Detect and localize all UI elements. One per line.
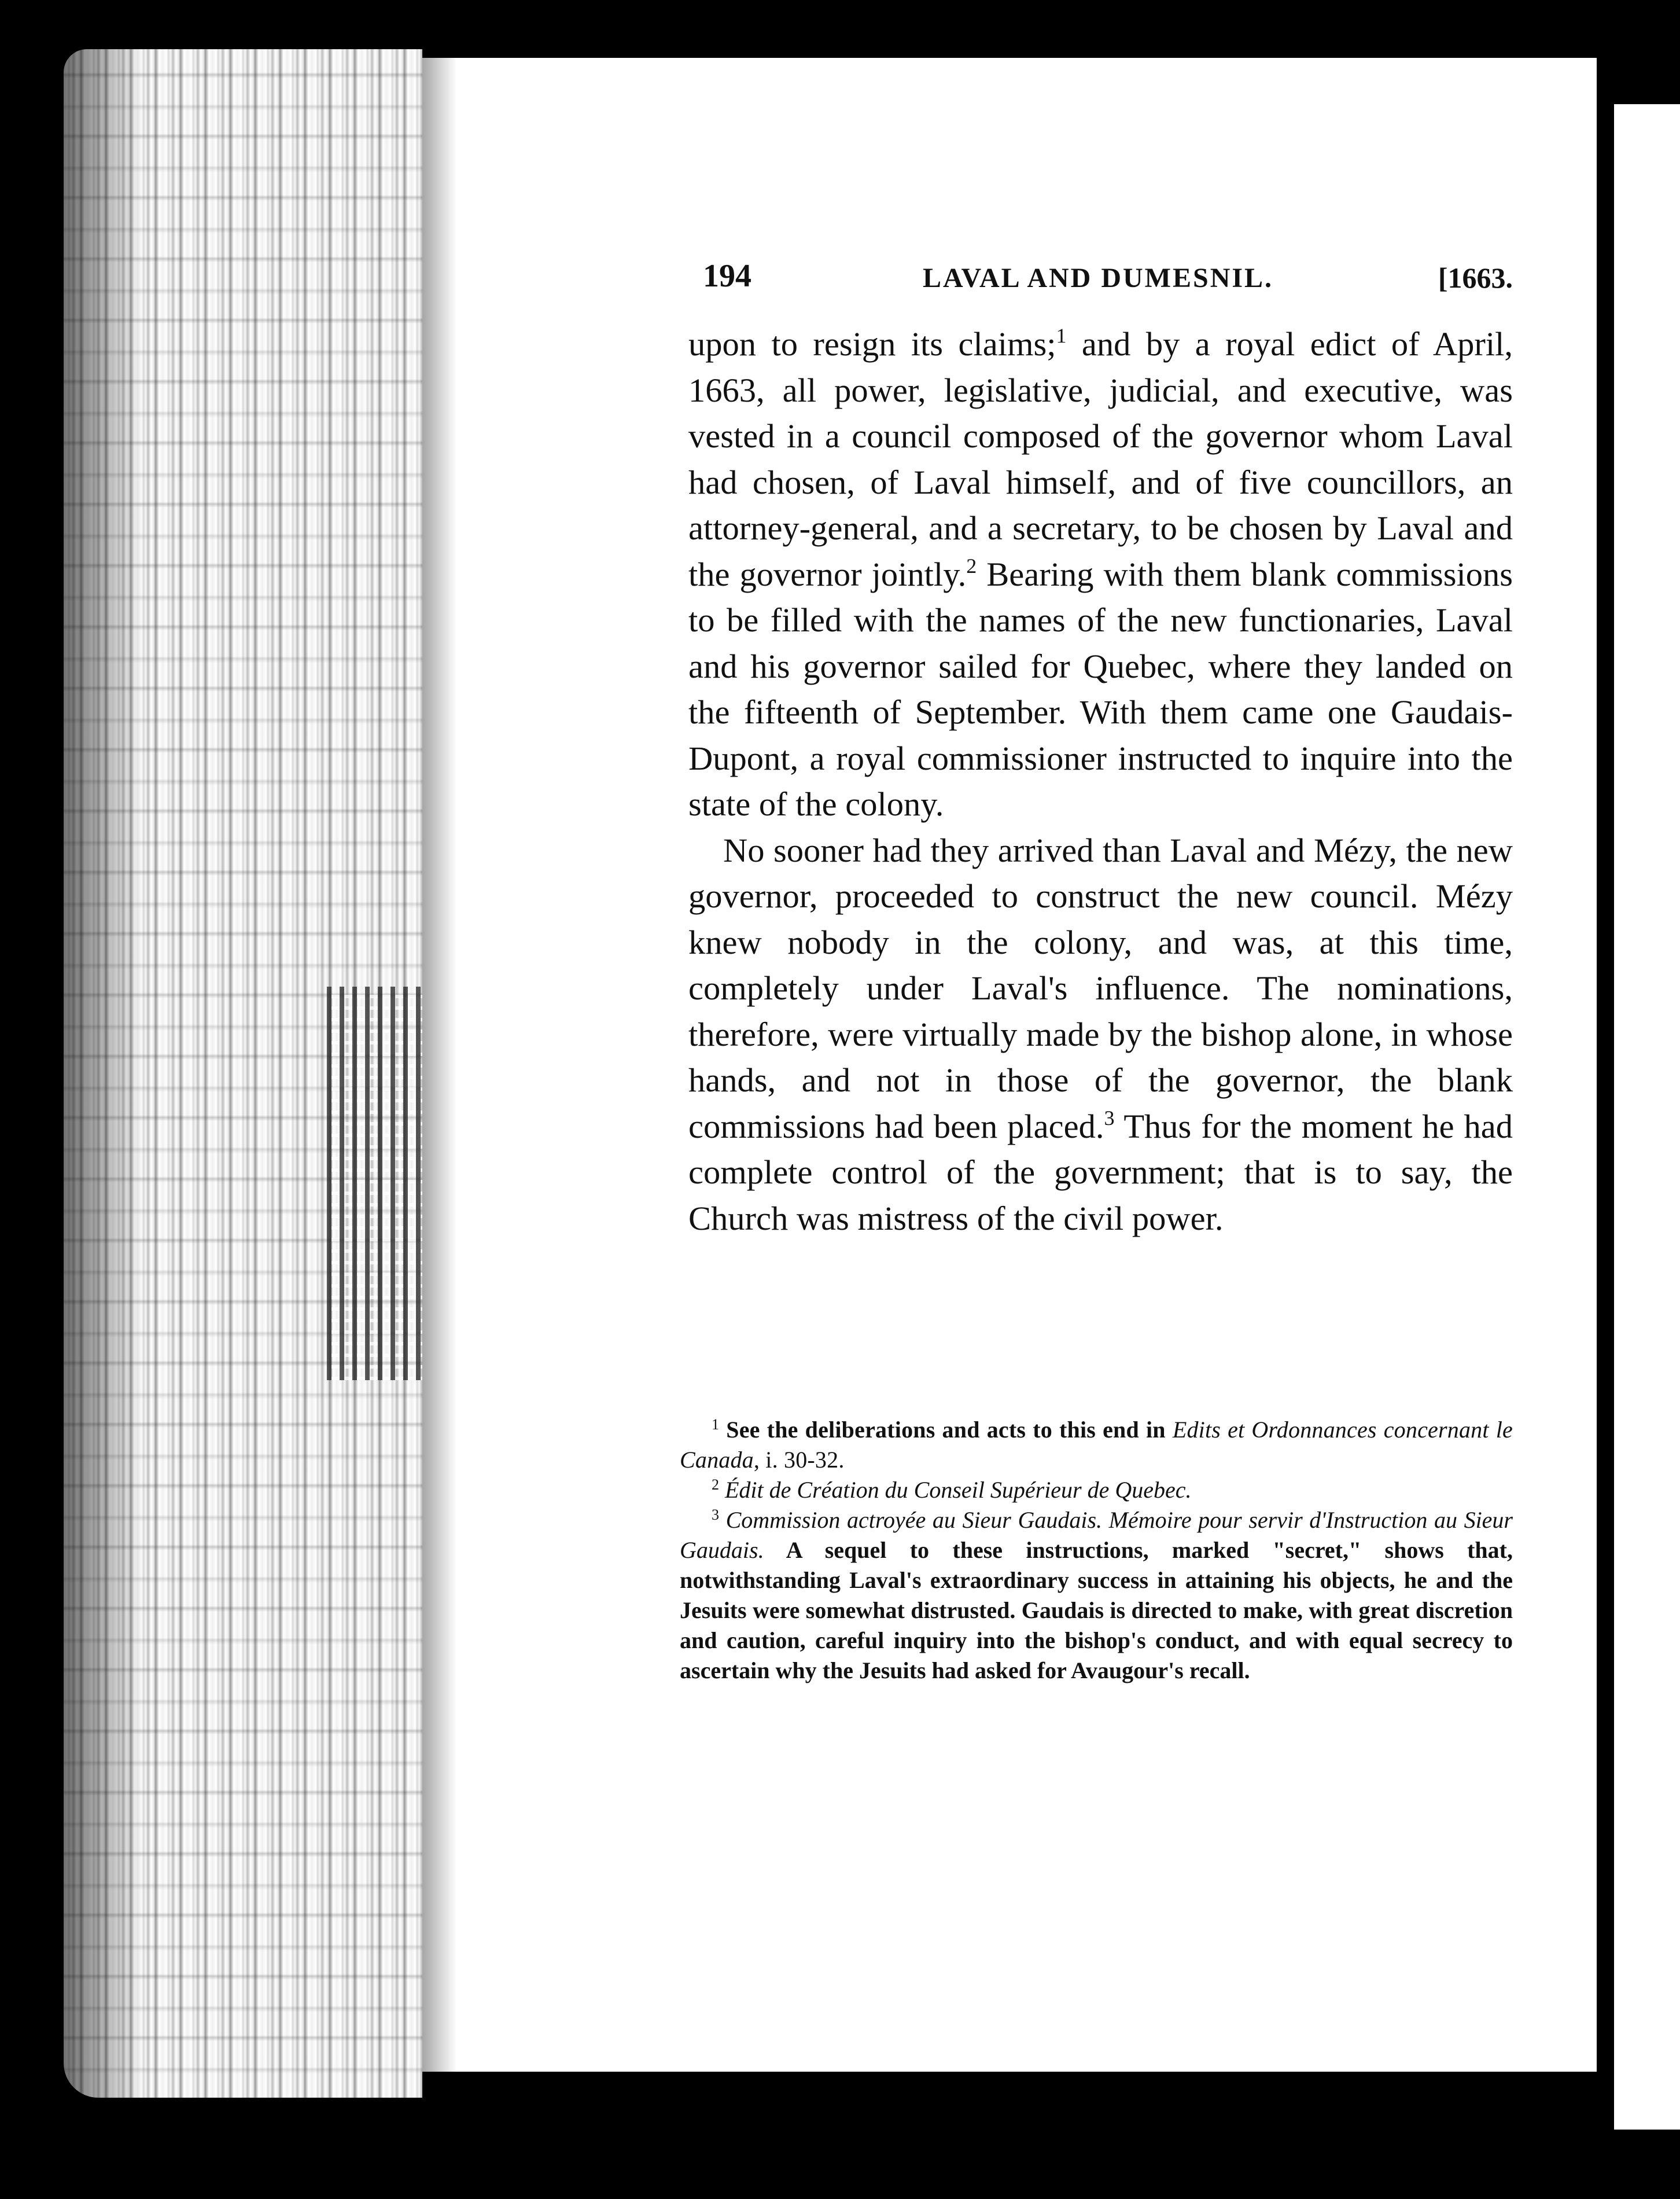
paragraph-2-segment: No sooner had they arrived than Laval and Mézy, the new governor, proceeded to construct the new council. Mézy knew nobody in the colony, and was, at this time, completely under Laval's influence. The nominations, therefore, were virtually made by the bishop alone, in whose hands, and not in those of the governor, the blank commissions had been placed.	[688, 831, 1513, 1145]
body-text	[688, 321, 1513, 1241]
running-year: [1663.	[1438, 262, 1513, 294]
footnote-1	[680, 1415, 1513, 1475]
paragraph-2-segment: Thus for the moment he had complete control of the government; that is to say, the Church was mistress of the civil power.	[688, 1107, 1513, 1237]
running-head	[703, 258, 1513, 304]
footnote-2	[680, 1475, 1513, 1505]
paragraph-1-segment: upon to resign its claims;	[688, 325, 1056, 363]
footnote-source-title: Édit de Création du Conseil Supérieur de Quebec.	[725, 1477, 1192, 1503]
footnote-3	[680, 1505, 1513, 1686]
footnote-number: 3	[712, 1506, 719, 1523]
footnote-ref-3: 3	[1104, 1106, 1115, 1130]
book-fore-edge	[64, 49, 422, 2098]
paragraph-1-segment: and by a royal edict of April, 1663, all power, legislative, judicial, and executive, was vested in a council composed of the governor whom Laval had chosen, of Laval himself, and of five councillors, an attorney-general, and a secretary, to be chosen by Laval and the governor jointly.	[688, 325, 1513, 593]
footnote-ref-2: 2	[966, 554, 977, 578]
footnote-source-title: Mémoire pour servir d'Instruction au Sieur Gaudais.	[680, 1507, 1513, 1563]
paragraph-1-segment: Bearing with them blank commissions to be filled with the names of the new functionaries, Laval and his governor sailed for Quebec, where they landed on the fifteenth of September. With them came one Gaudais-Dupont, a royal commissioner instructed to inquire into the state of the colony.	[688, 555, 1513, 823]
footnote-number: 1	[712, 1416, 720, 1433]
footnotes	[680, 1415, 1513, 1686]
footnote-ref-1: 1	[1056, 324, 1067, 347]
footnote-number: 2	[712, 1476, 719, 1493]
footnote-source-title: Commission actroyée au Sieur Gaudais.	[725, 1507, 1103, 1533]
footnote-text: A sequel to these instructions, marked "secret," shows that, notwithstanding Laval's extraordinary success in attaining his objects, he and the Jesuits were somewhat distrusted. Gaudais is directed to make, with great discretion and caution, careful inquiry into the bishop's conduct, and with equal secrecy to ascertain why the Jesuits had asked for Avaugour's recall.	[680, 1537, 1513, 1683]
running-title: LAVAL AND DUMESNIL.	[923, 263, 1274, 293]
page-number: 194	[703, 258, 751, 294]
paragraph-1	[688, 321, 1513, 828]
footnote-source-title: Edits et Ordonnances concernant le Canada	[680, 1417, 1513, 1473]
footnote-text: See the deliberations and acts to this end in	[726, 1417, 1173, 1443]
footnote-text: , i. 30-32.	[753, 1447, 845, 1473]
book-page	[422, 58, 1597, 2072]
paragraph-2	[688, 828, 1513, 1242]
next-page-edge	[1614, 104, 1680, 2130]
